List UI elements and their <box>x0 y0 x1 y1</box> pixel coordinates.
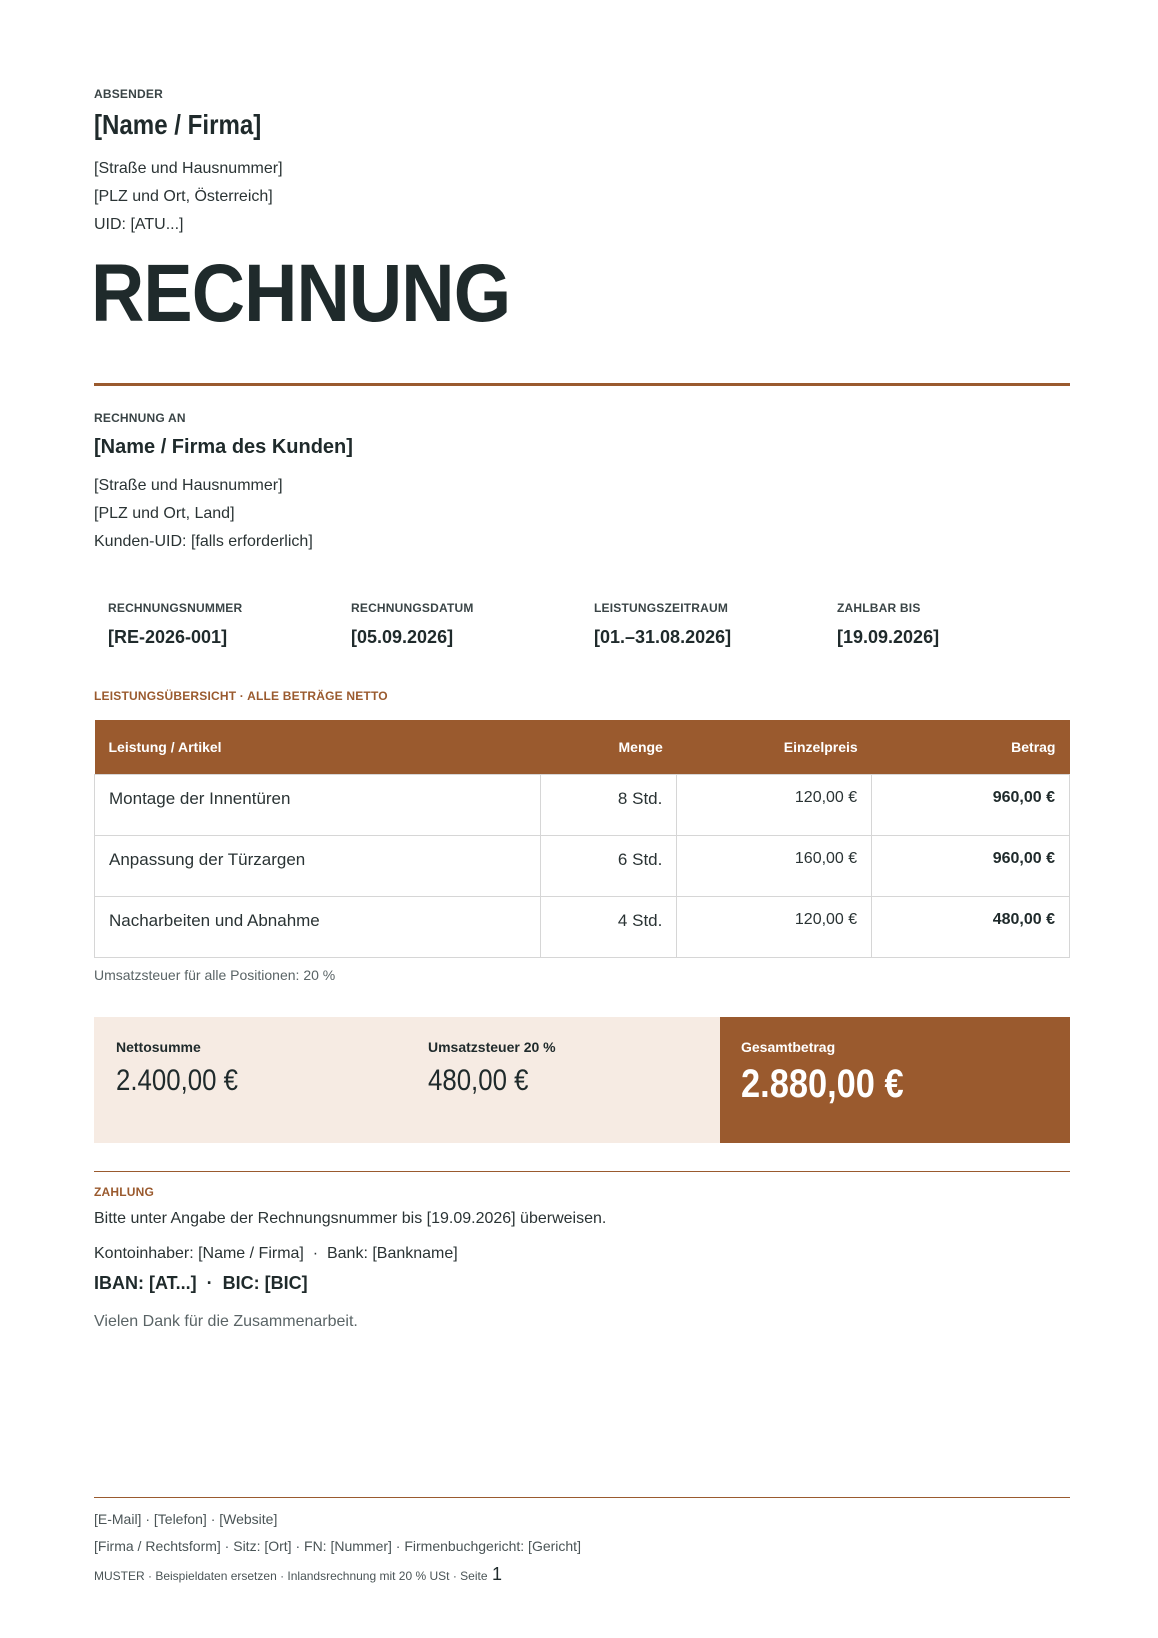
item-description: Nacharbeiten und Abnahme <box>95 897 541 958</box>
table-row <box>95 775 1070 836</box>
item-unit-price: 120,00 € <box>677 775 872 836</box>
payment-account: Kontoinhaber: [Name / Firma] · Bank: [Bankname] <box>94 1245 458 1262</box>
footer-note: MUSTER · Beispieldaten ersetzen · Inlandsrechnung mit 20 % USt · Seite <box>94 1569 488 1583</box>
due-date-value: [19.09.2026] <box>837 627 940 647</box>
customer-street: [Straße und Hausnummer] <box>94 477 283 494</box>
column-header-service: Leistung / Artikel <box>95 720 541 775</box>
title-divider <box>94 383 1070 386</box>
net-total-label: Nettosumme <box>116 1039 201 1055</box>
footer-contact: [E-Mail] · [Telefon] · [Website] <box>94 1511 278 1527</box>
grand-total-box <box>720 1017 1070 1143</box>
column-header-quantity: Menge <box>541 720 677 775</box>
summary-box <box>94 1017 720 1143</box>
customer-uid: Kunden-UID: [falls erforderlich] <box>94 533 313 550</box>
due-date-label: ZAHLBAR BIS <box>837 601 921 615</box>
footer-legal: [Firma / Rechtsform] · Sitz: [Ort] · FN: [Nummer] · Firmenbuchgericht: [Gericht] <box>94 1538 581 1554</box>
payment-divider <box>94 1171 1070 1172</box>
service-period-label: LEISTUNGSZEITRAUM <box>594 601 729 615</box>
customer-city: [PLZ und Ort, Land] <box>94 505 235 522</box>
table-row <box>95 897 1070 958</box>
items-table <box>94 720 1070 958</box>
thanks-note: Vielen Dank für die Zusammenarbeit. <box>94 1313 358 1330</box>
sender-street: [Straße und Hausnummer] <box>94 160 283 177</box>
item-amount: 960,00 € <box>872 836 1070 897</box>
grand-total-value: 2.880,00 € <box>741 1062 904 1106</box>
grand-total-label: Gesamtbetrag <box>741 1039 836 1055</box>
sender-uid: UID: [ATU...] <box>94 216 184 233</box>
document-title: RECHNUNG <box>91 248 511 339</box>
item-quantity: 8 Std. <box>541 775 677 836</box>
payment-instruction: Bitte unter Angabe der Rechnungsnummer bis [19.09.2026] überweisen. <box>94 1210 607 1227</box>
vat-total-value: 480,00 € <box>428 1064 529 1097</box>
sender-label: ABSENDER <box>94 87 163 101</box>
invoice-number-value: [RE-2026-001] <box>108 627 228 647</box>
payment-label: ZAHLUNG <box>94 1185 155 1199</box>
customer-name: [Name / Firma des Kunden] <box>94 436 353 458</box>
table-header-row <box>95 720 1070 775</box>
invoice-number-label: RECHNUNGSNUMMER <box>108 601 243 615</box>
item-description: Anpassung der Türzargen <box>95 836 541 897</box>
column-header-unit-price: Einzelpreis <box>677 720 872 775</box>
item-description: Montage der Innentüren <box>95 775 541 836</box>
item-amount: 960,00 € <box>872 775 1070 836</box>
invoice-date-label: RECHNUNGSDATUM <box>351 601 474 615</box>
footer-divider <box>94 1497 1070 1498</box>
service-period-value: [01.–31.08.2026] <box>594 627 732 647</box>
vat-note: Umsatzsteuer für alle Positionen: 20 % <box>94 967 336 983</box>
page-number: 1 <box>491 1564 502 1584</box>
net-total-value: 2.400,00 € <box>116 1064 238 1097</box>
sender-name: [Name / Firma] <box>94 109 262 140</box>
column-header-amount: Betrag <box>872 720 1070 775</box>
vat-total-label: Umsatzsteuer 20 % <box>428 1039 556 1055</box>
footer-note-line <box>94 1564 502 1585</box>
sender-city: [PLZ und Ort, Österreich] <box>94 188 273 205</box>
item-unit-price: 120,00 € <box>677 897 872 958</box>
items-heading: LEISTUNGSÜBERSICHT · ALLE BETRÄGE NETTO <box>94 689 388 703</box>
item-quantity: 6 Std. <box>541 836 677 897</box>
invoice-date-value: [05.09.2026] <box>351 627 454 647</box>
payment-iban: IBAN: [AT...] · BIC: [BIC] <box>94 1273 308 1293</box>
item-quantity: 4 Std. <box>541 897 677 958</box>
customer-label: RECHNUNG AN <box>94 411 186 425</box>
table-row <box>95 836 1070 897</box>
item-unit-price: 160,00 € <box>677 836 872 897</box>
item-amount: 480,00 € <box>872 897 1070 958</box>
